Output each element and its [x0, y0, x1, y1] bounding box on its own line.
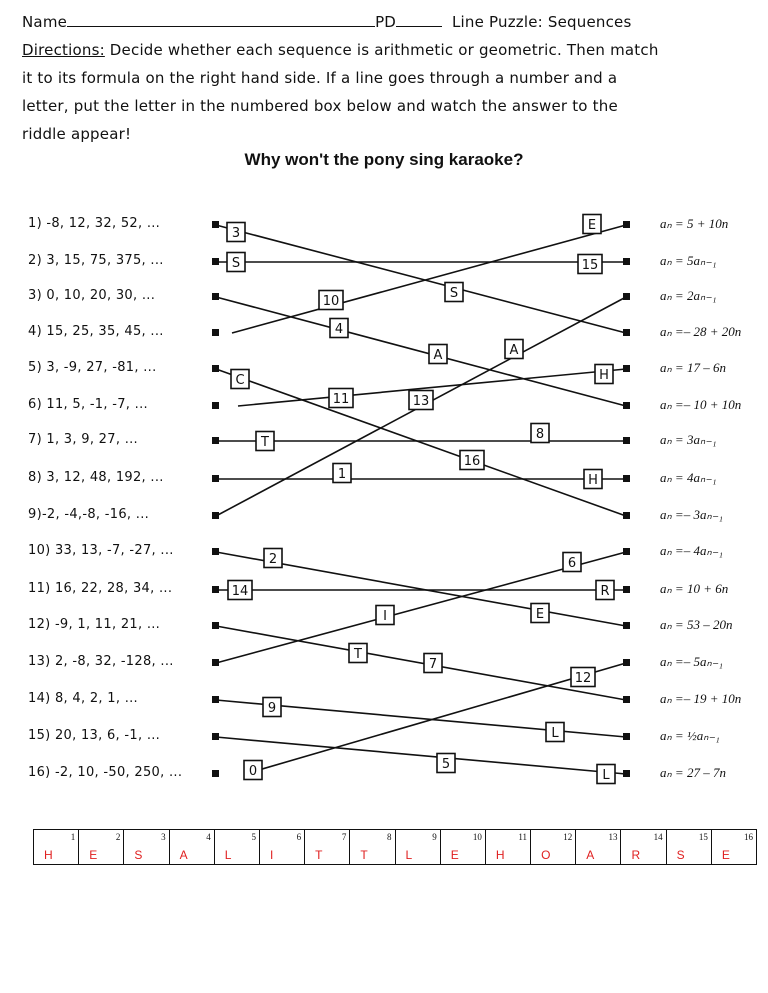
answer-cell-number: 10 — [472, 832, 482, 842]
worksheet-title: Line Puzzle: Sequences — [452, 13, 632, 31]
riddle-question: Why won't the pony sing karaoke? — [244, 150, 524, 169]
formula-9: aₙ =– 3aₙ₋₁ — [660, 507, 724, 522]
answer-cell-9[interactable] — [396, 830, 441, 864]
answer-key-box-label: 7 — [428, 657, 438, 672]
answer-cell-number: 11 — [518, 832, 528, 842]
answer-key-box-label: 0 — [248, 764, 258, 779]
answer-key-box-label: C — [235, 373, 245, 388]
answer-key-box-label: S — [231, 256, 241, 271]
answer-cell-7[interactable] — [305, 830, 350, 864]
matching-line — [216, 737, 626, 774]
answer-key-box-label: 3 — [231, 226, 241, 241]
matching-line — [216, 297, 626, 406]
answer-key-box-label: 2 — [268, 552, 278, 567]
sequence-9: 9)-2, -4,-8, -16, ... — [28, 507, 150, 522]
answer-letter: H — [44, 848, 53, 862]
left-endpoint-dot — [212, 221, 219, 228]
answer-cell-number: 8 — [387, 832, 392, 842]
answer-letter: E — [450, 848, 459, 862]
answer-cell-16[interactable] — [712, 830, 756, 864]
sequence-6: 6) 11, 5, -1, -7, ... — [28, 397, 148, 412]
answer-cell-number: 12 — [563, 832, 573, 842]
answer-letter: O — [541, 848, 551, 862]
formula-2: aₙ = 5aₙ₋₁ — [660, 253, 717, 268]
answer-key-box-label: 4 — [334, 322, 344, 337]
sequence-15: 15) 20, 13, 6, -1, ... — [28, 728, 161, 743]
answer-letter: E — [89, 848, 98, 862]
answer-key-box-label: 1 — [337, 467, 347, 482]
answer-strip — [33, 829, 757, 865]
formula-6: aₙ =– 10 + 10n — [660, 397, 742, 412]
answer-letter: I — [269, 848, 274, 862]
answer-cell-15[interactable] — [667, 830, 712, 864]
answer-letter: T — [315, 848, 323, 862]
directions-label: Directions: — [22, 41, 105, 59]
answer-key-box-label: T — [261, 435, 269, 450]
formula-15: aₙ = ½aₙ₋₁ — [660, 728, 720, 743]
answer-key-box-label: 11 — [332, 392, 350, 407]
formula-16: aₙ = 27 – 7n — [660, 765, 726, 780]
left-endpoint-dot — [212, 365, 219, 372]
answer-cell-4[interactable] — [170, 830, 215, 864]
directions-text-1: Decide whether each sequence is arithmetic or geometric. Then match — [104, 41, 659, 59]
sequence-14: 14) 8, 4, 2, 1, ... — [28, 691, 138, 706]
formula-14: aₙ =– 19 + 10n — [660, 691, 742, 706]
answer-cell-14[interactable] — [621, 830, 666, 864]
answer-key-box-label: 14 — [231, 584, 249, 599]
answer-key-box-label: 16 — [463, 454, 481, 469]
sequence-12: 12) -9, 1, 11, 21, ... — [28, 617, 161, 632]
answer-cell-number: 7 — [341, 832, 347, 842]
sequence-7: 7) 1, 3, 9, 27, ... — [28, 432, 138, 447]
answer-key-box-label: E — [587, 218, 597, 233]
formula-8: aₙ = 4aₙ₋₁ — [660, 470, 717, 485]
sequence-10: 10) 33, 13, -7, -27, ... — [28, 543, 174, 558]
right-endpoint-dot — [623, 221, 630, 228]
answer-cell-11[interactable] — [486, 830, 531, 864]
answer-key-box-label: A — [433, 348, 443, 363]
left-endpoint-dot — [212, 622, 219, 629]
answer-key-box-label: 5 — [441, 757, 451, 772]
answer-cell-5[interactable] — [215, 830, 260, 864]
answer-cell-13[interactable] — [576, 830, 621, 864]
answer-cell-1[interactable] — [34, 830, 79, 864]
answer-cell-number: 5 — [251, 832, 256, 842]
answer-cell-10[interactable] — [441, 830, 486, 864]
answer-key-box-label: L — [551, 726, 559, 741]
answer-cell-2[interactable] — [79, 830, 124, 864]
answer-cell-number: 4 — [206, 832, 211, 842]
answer-key-box-label: 10 — [322, 294, 340, 309]
answer-cell-8[interactable] — [350, 830, 395, 864]
answer-key-box-label: 15 — [581, 258, 599, 273]
answer-key-box-label: 12 — [574, 671, 592, 686]
answer-cell-number: 16 — [744, 832, 753, 842]
left-endpoint-dot — [212, 548, 219, 555]
answer-key-box-label: 8 — [535, 427, 545, 442]
name-label: Name — [22, 13, 68, 31]
answer-letter: S — [134, 848, 143, 862]
formula-1: aₙ = 5 + 10n — [660, 216, 729, 231]
left-endpoint-dot — [212, 402, 219, 409]
answer-letter: H — [495, 848, 505, 862]
answer-key-box-label: T — [354, 647, 362, 662]
answer-letter: R — [631, 848, 641, 862]
answer-key-box-label: H — [599, 368, 609, 383]
answer-key-box-label: A — [509, 343, 519, 358]
sequence-4: 4) 15, 25, 35, 45, ... — [28, 324, 164, 339]
answer-cell-number: 13 — [608, 832, 618, 842]
answer-cell-6[interactable] — [260, 830, 305, 864]
answer-key-box-label: E — [535, 607, 545, 622]
answer-cell-number: 14 — [653, 832, 663, 842]
answer-letter: A — [586, 848, 595, 862]
sequence-1: 1) -8, 12, 32, 52, ... — [28, 216, 161, 231]
directions-line-4: riddle appear! — [22, 125, 132, 143]
formula-10: aₙ =– 4aₙ₋₁ — [660, 543, 724, 558]
sequence-11: 11) 16, 22, 28, 34, ... — [28, 581, 173, 596]
left-endpoint-dot — [212, 770, 219, 777]
answer-letter: T — [360, 848, 368, 862]
answer-cell-number: 15 — [698, 832, 708, 842]
left-endpoint-dot — [212, 293, 219, 300]
formula-11: aₙ = 10 + 6n — [660, 581, 729, 596]
answer-letter: L — [224, 848, 232, 862]
answer-cell-number: 3 — [161, 832, 166, 842]
pd-label: PD — [375, 13, 397, 31]
formula-7: aₙ = 3aₙ₋₁ — [660, 432, 717, 447]
answer-cell-number: 2 — [115, 832, 121, 842]
sequence-13: 13) 2, -8, 32, -128, ... — [28, 654, 174, 669]
right-endpoint-dot — [623, 293, 630, 300]
answer-key-box-label: 9 — [267, 701, 277, 716]
answer-key-box-label: 13 — [412, 394, 430, 409]
formula-3: aₙ = 2aₙ₋₁ — [660, 288, 717, 303]
formula-4: aₙ =– 28 + 20n — [660, 324, 742, 339]
right-endpoint-dot — [623, 548, 630, 555]
sequence-8: 8) 3, 12, 48, 192, ... — [28, 470, 164, 485]
answer-letter: A — [179, 848, 188, 862]
formula-12: aₙ = 53 – 20n — [660, 617, 733, 632]
sequence-5: 5) 3, -9, 27, -81, ... — [28, 360, 157, 375]
answer-letter: S — [676, 848, 685, 862]
formula-13: aₙ =– 5aₙ₋₁ — [660, 654, 724, 669]
answer-cell-number: 1 — [70, 832, 76, 842]
answer-cell-number: 9 — [432, 832, 437, 842]
answer-key-box-label: 6 — [567, 556, 577, 571]
sequence-2: 2) 3, 15, 75, 375, ... — [28, 253, 164, 268]
matching-line — [216, 626, 626, 700]
answer-key-box-label: L — [602, 768, 610, 783]
answer-key-box-label: R — [600, 584, 610, 599]
answer-key-box-label: S — [449, 286, 459, 301]
sequence-3: 3) 0, 10, 20, 30, ... — [28, 288, 156, 303]
formula-5: aₙ = 17 – 6n — [660, 360, 726, 375]
answer-letter: L — [405, 848, 413, 862]
answer-cell-12[interactable] — [531, 830, 576, 864]
answer-letter: E — [721, 848, 730, 862]
directions-line-3: letter, put the letter in the numbered box below and watch the answer to the — [22, 97, 618, 115]
left-endpoint-dot — [212, 329, 219, 336]
answer-cell-3[interactable] — [124, 830, 169, 864]
sequence-16: 16) -2, 10, -50, 250, ... — [28, 765, 183, 780]
directions-line-2: it to its formula on the right hand side. If a line goes through a number and a — [22, 69, 618, 87]
answer-cell-number: 6 — [296, 832, 302, 842]
right-endpoint-dot — [623, 659, 630, 666]
answer-key-box-label: I — [383, 609, 387, 624]
answer-key-box-label: H — [588, 473, 598, 488]
